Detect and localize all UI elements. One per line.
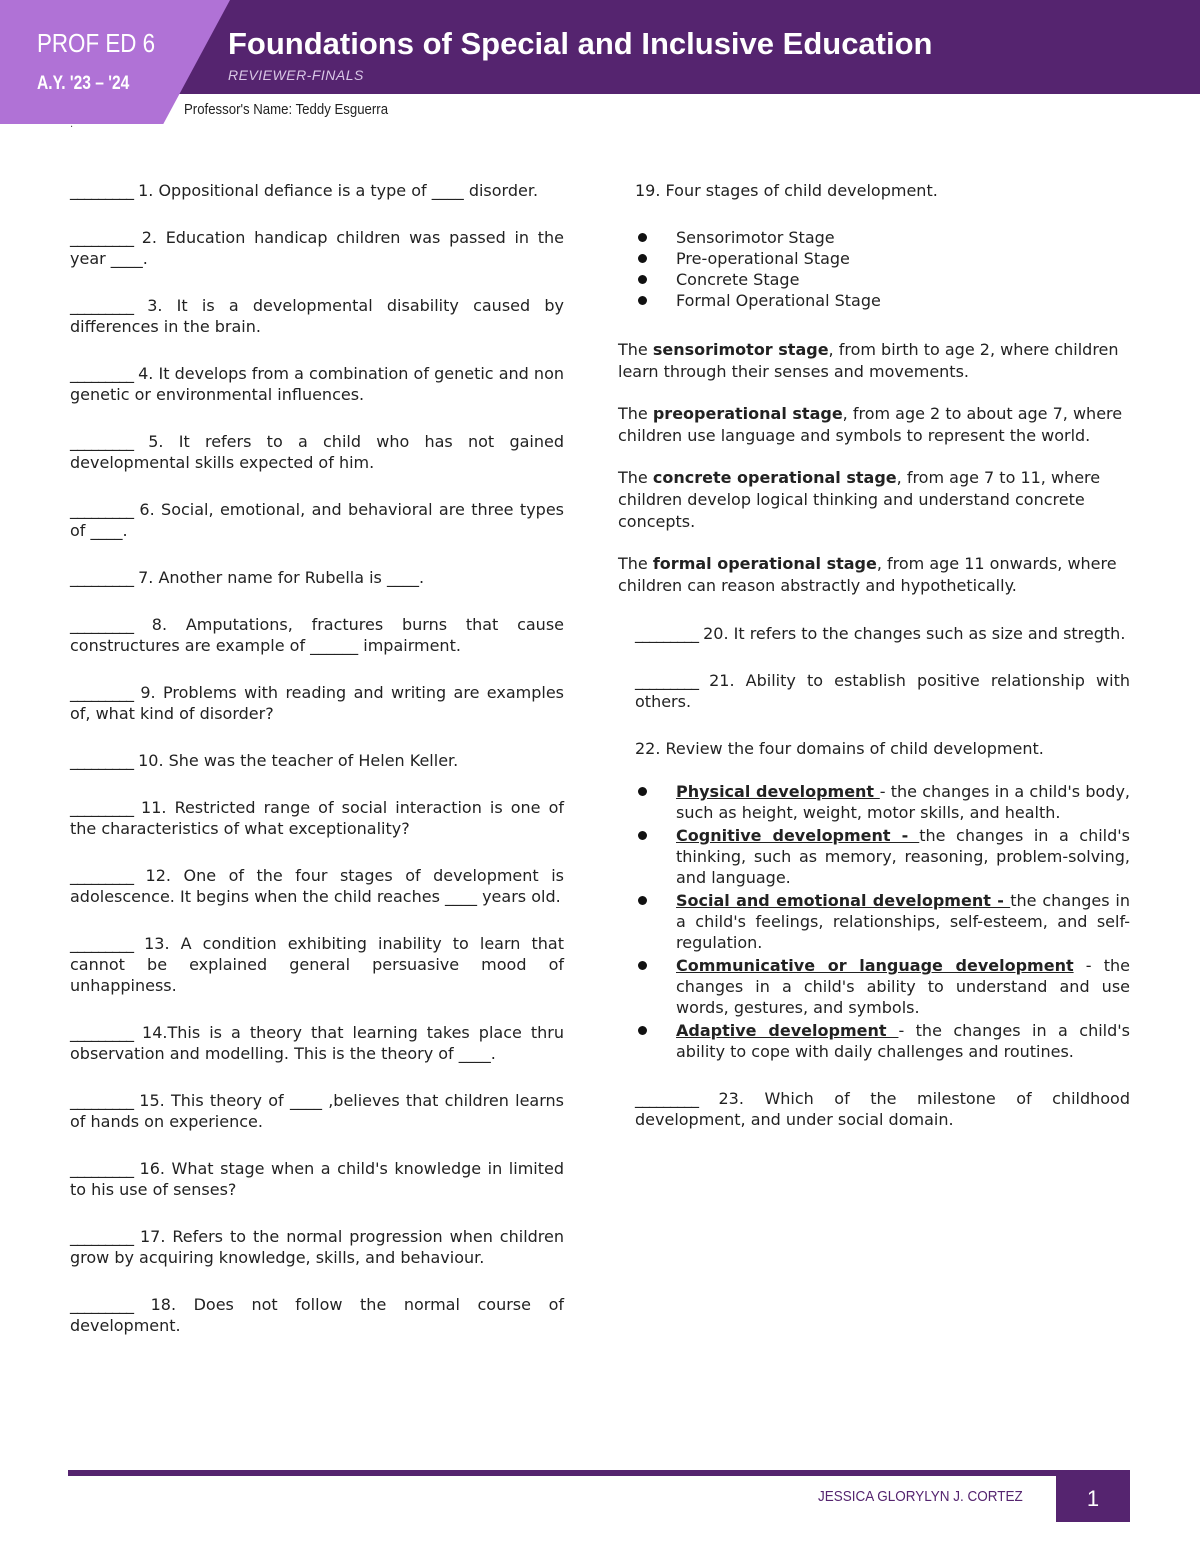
question-2 (70, 227, 564, 269)
domain-name: Communicative or language development (676, 956, 1074, 975)
question-21 (618, 670, 1130, 712)
para-body: , from birth to age 2, where children learn through their senses and movements. (618, 340, 1119, 381)
question-12 (70, 865, 564, 907)
course-code: PROF ED 6 (37, 28, 156, 58)
domain-name: Physical development (676, 782, 880, 801)
answer-blank: _________ (70, 1159, 133, 1178)
domain-item (636, 781, 1130, 823)
question-13 (70, 933, 564, 996)
question-text: 15. This theory of ____ ,believes that children learns of hands on experience. (70, 1091, 564, 1131)
stage-term: sensorimotor stage (652, 340, 829, 359)
question-text: 10. She was the teacher of Helen Keller. (133, 751, 459, 770)
answer-blank: _________ (70, 751, 133, 770)
question-8 (70, 614, 564, 656)
right-column (618, 180, 1130, 1156)
answer-blank: _________ (70, 296, 133, 315)
answer-blank: _________ (70, 568, 133, 587)
question-text: 12. One of the four stages of development is adolescence. It begins when the child reaches ____ years old. (70, 866, 564, 906)
domain-item (636, 825, 1130, 888)
answer-blank: _________ (70, 866, 133, 885)
question-text: 4. It develops from a combination of genetic and non genetic or environmental influences. (70, 364, 564, 404)
domain-name: Cognitive development - (676, 826, 920, 845)
answer-blank: _________ (70, 798, 133, 817)
answer-blank: _________ (70, 683, 133, 702)
domain-description: the changes in a child's thinking, such as memory, reasoning, problem-solving, and language. (676, 826, 1130, 887)
question-3 (70, 295, 564, 337)
answer-blank: _________ (70, 500, 133, 519)
question-text: 5. It refers to a child who has not gained developmental skills expected of him. (70, 432, 564, 472)
stage-item: Concrete Stage (636, 269, 1130, 290)
para-prefix: The (618, 554, 653, 573)
question-17 (70, 1226, 564, 1268)
question-text: 16. What stage when a child's knowledge in limited to his use of senses? (70, 1159, 564, 1199)
question-text: 8. Amputations, fractures burns that cause constructures are example of ______ impairment. (70, 615, 564, 655)
question-text: 14.This is a theory that learning takes place thru observation and modelling. This is the theory of ____. (70, 1023, 564, 1063)
question-text: 20. It refers to the changes such as size and stregth. (698, 624, 1126, 643)
stray-mark: . (70, 119, 74, 130)
left-column (70, 180, 564, 1362)
stage-term: concrete operational stage (652, 468, 897, 487)
para-body: , from age 2 to about age 7, where children use language and symbols to represent the world. (618, 404, 1123, 445)
domain-item (636, 955, 1130, 1018)
stage-item: Formal Operational Stage (636, 290, 1130, 311)
question-text: 18. Does not follow the normal course of development. (70, 1295, 564, 1335)
stage-term: preoperational stage (652, 404, 843, 423)
question-text: 21. Ability to establish positive relationship with others. (635, 671, 1130, 711)
answer-blank: _________ (70, 181, 133, 200)
question-4 (70, 363, 564, 405)
answer-blank: _________ (70, 432, 133, 451)
question-text: 6. Social, emotional, and behavioral are three types of ____. (70, 500, 564, 540)
question-20 (618, 623, 1130, 644)
domain-item (636, 890, 1130, 953)
answer-blank: _________ (70, 934, 133, 953)
answer-blank: _________ (70, 1295, 133, 1314)
answer-blank: _________ (70, 1091, 133, 1110)
stage-description (618, 403, 1130, 447)
question-text: 11. Restricted range of social interaction is one of the characteristics of what exceptionality? (70, 798, 564, 838)
stage-item: Pre-operational Stage (636, 248, 1130, 269)
professor-name: Professor's Name: Teddy Esguerra (184, 101, 389, 118)
question-15 (70, 1090, 564, 1132)
author-name: JESSICA GLORYLYN J. CORTEZ (818, 1488, 1023, 1505)
question-14 (70, 1022, 564, 1064)
para-prefix: The (618, 468, 653, 487)
question-18 (70, 1294, 564, 1336)
answer-blank: _________ (635, 624, 698, 643)
question-text: 1. Oppositional defiance is a type of ____ disorder. (133, 181, 539, 200)
question-23 (618, 1088, 1130, 1130)
question-text: 23. Which of the milestone of childhood development, and under social domain. (635, 1089, 1130, 1129)
domain-name: Adaptive development (676, 1021, 899, 1040)
para-body: , from age 11 onwards, where children can reason abstractly and hypothetically. (618, 554, 1117, 595)
stage-description (618, 467, 1130, 533)
footer-rule (68, 1470, 1130, 1476)
para-prefix: The (618, 404, 653, 423)
question-1 (70, 180, 564, 201)
question-9 (70, 682, 564, 724)
answer-blank: _________ (70, 364, 133, 383)
domain-description: - the changes in a child's body, such as height, weight, motor skills, and health. (676, 782, 1131, 822)
question-11 (70, 797, 564, 839)
question-text: 7. Another name for Rubella is ____. (133, 568, 425, 587)
question-19: 19. Four stages of child development. (635, 181, 938, 200)
answer-blank: _________ (70, 615, 133, 634)
question-16 (70, 1158, 564, 1200)
question-7 (70, 567, 564, 588)
domain-description: the changes in a child's feelings, relationships, self-esteem, and self-regulation. (676, 891, 1130, 952)
question-22: 22. Review the four domains of child development. (635, 739, 1044, 758)
document-title: Foundations of Special and Inclusive Education (228, 26, 933, 61)
question-text: 2. Education handicap children was passed in the year ____. (70, 228, 564, 268)
domain-item (636, 1020, 1130, 1062)
stage-term: formal operational stage (652, 554, 877, 573)
document-subtitle: REVIEWER-FINALS (228, 67, 364, 83)
domains-list (636, 781, 1130, 1062)
question-text: 17. Refers to the normal progression when children grow by acquiring knowledge, skills, and behaviour. (70, 1227, 564, 1267)
stage-description (618, 339, 1130, 383)
para-prefix: The (618, 340, 653, 359)
page-number: 1 (1056, 1476, 1130, 1522)
answer-blank: _________ (635, 671, 698, 690)
question-10 (70, 750, 564, 771)
question-5 (70, 431, 564, 473)
answer-blank: _________ (70, 1023, 133, 1042)
question-text: 3. It is a developmental disability caused by differences in the brain. (70, 296, 564, 336)
question-text: 13. A condition exhibiting inability to learn that cannot be explained general persuasive mood of unhappiness. (70, 934, 564, 995)
stage-description (618, 553, 1130, 597)
stage-item: Sensorimotor Stage (636, 227, 1130, 248)
question-text: 9. Problems with reading and writing are examples of, what kind of disorder? (70, 683, 564, 723)
para-body: , from age 7 to 11, where children develop logical thinking and understand concrete concepts. (618, 468, 1101, 531)
answer-blank: _________ (635, 1089, 698, 1108)
domain-description: - the changes in a child's ability to cope with daily challenges and routines. (676, 1021, 1131, 1061)
domain-description: - the changes in a child's ability to understand and use words, gestures, and symbols. (676, 956, 1130, 1017)
academic-year: A.Y. '23 – '24 (37, 73, 130, 94)
answer-blank: _________ (70, 1227, 133, 1246)
domain-name: Social and emotional development - (676, 891, 1011, 910)
answer-blank: _________ (70, 228, 133, 247)
stages-list (636, 227, 1130, 311)
question-6 (70, 499, 564, 541)
